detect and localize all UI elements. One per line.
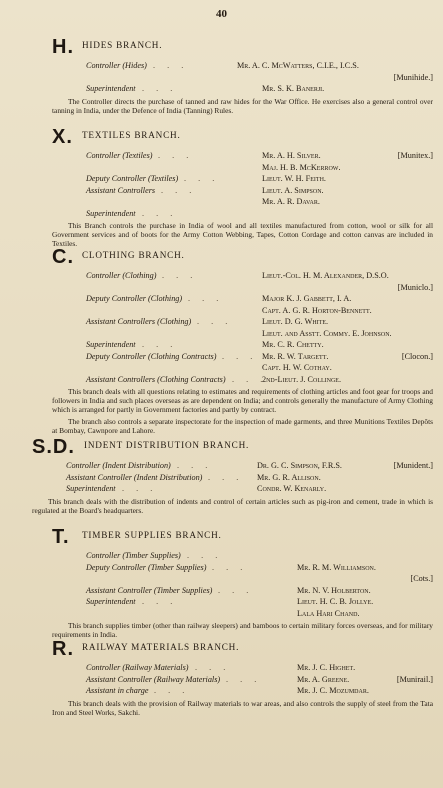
leader-dots: . . . [208,472,244,482]
staff-name: Mr. R. W. Targett. [262,351,329,361]
section-title: INDENT DISTRIBUTION BRANCH. [84,440,250,450]
post-label: Controller (Hides) [86,61,147,70]
leader-dots: . . . [122,484,158,493]
section-code: R. [52,638,74,660]
post-label: Controller (Railway Materials) [86,663,189,672]
staff-name: Lieut. H. C. B. Jollye. [297,597,374,606]
staff-row [52,208,433,220]
staff-name: Major K. J. Gabbett, I. A. [262,294,352,303]
staff-name: Condr. W. Kenarly. [257,484,327,493]
staff-row [52,351,433,363]
post-label: Deputy Controller (Clothing) [86,294,183,303]
section-title: TEXTILES BRANCH. [82,130,181,140]
section-code: H. [52,36,74,58]
leader-dots: . . . [187,551,223,560]
section-description: This Branch controls the purchase in India of wool and all textiles manufactured from cotton, wool or silk for all Government services and of boots for the Army Cotton Webbing, Tapes, Cotton Cordage and cotton canvas are included in Textiles. [52,221,433,249]
leader-dots: . . . [184,174,220,183]
page-number: 40 [216,8,227,20]
staff-row [52,83,433,95]
section-code: C. [52,246,74,268]
section-title: RAILWAY MATERIALS BRANCH. [82,642,240,652]
telegraphic-code: [Munitex.] [397,151,433,160]
staff-name: Dr. G. C. Simpson, F.R.S. [257,461,342,470]
staff-name: Mr. C. R. Chetty. [262,340,324,349]
telegraphic-code: [Cots.] [410,574,433,583]
leader-dots: . . . [162,271,198,280]
leader-dots: . . . [212,562,248,572]
staff-row [52,305,433,317]
leader-dots: . . . [142,208,178,218]
post-label: Assistant Controllers (Clothing) [86,317,192,326]
section-timber-supplies [52,528,433,639]
post-label: Assistant Controllers (Clothing Contracts) [86,374,226,384]
telegraphic-code: [Munirail.] [396,674,433,684]
staff-row [52,573,433,585]
staff-row [52,270,433,282]
section-description: This branch supplies timber (other than railway sleepers) and bamboos to certain military forces overseas, and for military requirements in India. [52,621,433,640]
post-label: Controller (Textiles) [86,151,153,160]
staff-row [52,608,433,620]
post-label: Deputy Controller (Textiles) [86,174,179,183]
post-label: Superintendent [86,597,136,606]
staff-name: Mr. R. M. Williamson. [297,562,376,572]
post-label: Deputy Controller (Clothing Contracts) [86,351,217,361]
section-hides [52,38,433,115]
section-railway-materials [52,640,433,717]
staff-row [32,483,433,495]
section-description: This branch deals with the distribution of indents and control of certain articles such as pig-iron and cement, trade in which is regulated at the Board's headquarters. [32,496,433,515]
post-label: Assistant Controller (Timber Supplies) [86,585,213,595]
staff-row [52,150,433,162]
staff-row [32,460,433,472]
leader-dots: . . . [177,461,213,470]
post-label: Superintendent [86,340,136,349]
staff-name: Lieut. W. H. Feith. [262,174,326,183]
post-label: Controller (Timber Supplies) [86,551,181,560]
leader-dots: . . . [142,84,178,93]
leader-dots: . . . [142,597,178,606]
leader-dots: . . . [188,294,224,303]
staff-name: Maj. H. B. McKerrow. [262,162,341,172]
staff-name: Capt. H. W. Cothay. [262,363,332,372]
staff-row [52,339,433,351]
staff-name: Mr. A. R. Davar. [262,197,320,206]
staff-name: Capt. A. G. R. Horton-Bennett. [262,305,372,315]
section-description: This branch deals with the provision of Railway materials to war areas, and also controls the supply of steel from the Tata Iron and Steel Works, Sakchi. [52,698,433,717]
staff-name: Lala Hari Chand. [297,608,360,618]
staff-name: Lieut. and Asstt. Commy. E. Johnson. [262,328,392,338]
staff-row [32,472,433,484]
leader-dots: . . . [222,351,258,361]
staff-row [52,662,433,674]
staff-row [52,550,433,562]
staff-row [52,196,433,208]
post-label: Deputy Controller (Timber Supplies) [86,562,207,572]
staff-row [52,72,433,84]
section-description-2: The branch also controls a separate inspectorate for the inspection of made garments, and three Munitions Textiles Depôts at Bombay, Cawnpore and Lahore. [52,416,433,435]
staff-name: Mr. A. H. Silver. [262,151,321,160]
section-title: CLOTHING BRANCH. [82,250,185,260]
staff-row [52,374,433,386]
leader-dots: . . . [226,674,262,684]
staff-row [52,162,433,174]
post-label: Controller (Clothing) [86,271,157,280]
post-label: Assistant in charge [86,686,149,695]
staff-row [52,562,433,574]
leader-dots: . . . [154,686,190,695]
section-code: X. [52,126,73,148]
staff-row [52,293,433,305]
section-textiles [52,128,433,249]
staff-name: Lieut. A. Simpson. [262,185,324,195]
leader-dots: . . . [218,585,254,595]
post-label: Superintendent [66,484,116,493]
staff-name: Mr. N. V. Holberton. [297,585,371,595]
section-code: S.D. [32,436,75,458]
telegraphic-code: [Municlo.] [397,282,433,292]
staff-name: Mr. A. Greene. [297,674,350,684]
section-code: T. [52,526,70,548]
staff-row [52,585,433,597]
staff-row [52,316,433,328]
staff-row [52,674,433,686]
staff-name: Lieut.-Col. H. M. Alexander, D.S.O. [262,271,389,280]
staff-row [52,282,433,294]
section-title: HIDES BRANCH. [82,40,163,50]
section-clothing [52,248,433,435]
post-label: Assistant Controllers [86,185,156,195]
staff-name: Mr. G. R. Allison. [257,472,321,482]
staff-row [52,60,433,72]
leader-dots: . . . [197,317,233,326]
section-indent-distribution [32,438,433,515]
staff-row [52,173,433,185]
staff-row [52,362,433,374]
post-label: Superintendent [86,84,136,93]
section-title: TIMBER SUPPLIES BRANCH. [82,530,222,540]
leader-dots: . . . [232,374,268,384]
telegraphic-code: [Munident.] [393,461,433,470]
leader-dots: . . . [158,151,194,160]
staff-row [52,685,433,697]
staff-name: Lieut. D. G. White. [262,317,329,326]
staff-name: 2nd-Lieut. J. Collinge. [262,374,342,384]
post-label: Assistant Controller (Railway Materials) [86,674,221,684]
leader-dots: . . . [195,663,231,672]
post-label: Controller (Indent Distribution) [66,461,171,470]
staff-name: Mr. S. K. Banerji. [262,84,325,93]
post-label: Assistant Controller (Indent Distribution) [66,472,203,482]
staff-row [52,328,433,340]
leader-dots: . . . [142,340,178,349]
telegraphic-code: [Munihide.] [393,72,433,82]
leader-dots: . . . [153,61,189,70]
staff-row [52,185,433,197]
telegraphic-code: [Clocon.] [401,351,433,361]
staff-name: Mr. J. C. Mozumdar. [297,686,369,695]
leader-dots: . . . [161,185,197,195]
section-description: This branch deals with all questions relating to estimates and requirements of clothing articles and foot gear for troops and followers in India and such places overseas as are dependent on India; and controls generally the manufacture of Army Clothing which is arranged for partly in Government factories and partly by contract. [52,387,433,415]
section-description: The Controller directs the purchase of tanned and raw hides for the War Office. He exercises also a general control over tanning in India, under the Defence of India (Tanning) Rules. [52,96,433,115]
staff-name: Mr. A. C. McWatters, C.I.E., I.C.S. [237,61,359,70]
staff-row [52,596,433,608]
post-label: Superintendent [86,208,136,218]
staff-name: Mr. J. C. Highet. [297,663,356,672]
